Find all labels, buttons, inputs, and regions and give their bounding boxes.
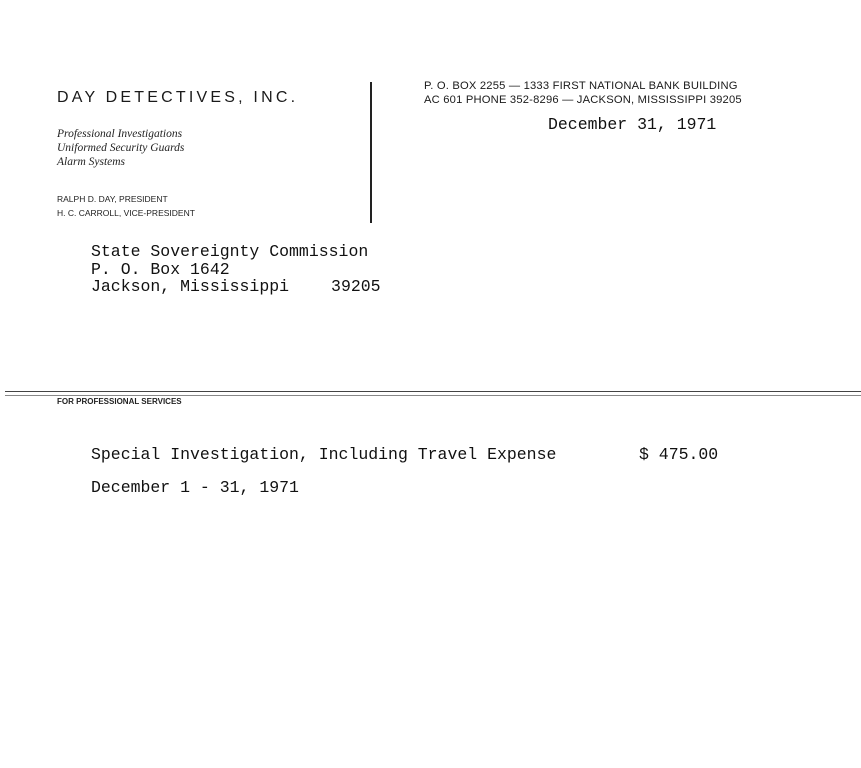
line-item-period: December 1 - 31, 1971 (91, 478, 299, 497)
services-list (57, 127, 184, 169)
recipient-city-line (91, 278, 381, 296)
recipient-zip: 39205 (331, 277, 381, 296)
section-rule-bottom (5, 395, 861, 396)
line-item-amount: $ 475.00 (639, 445, 719, 464)
invoice-date: December 31, 1971 (548, 115, 717, 134)
recipient-city-state: Jackson, Mississippi (91, 277, 290, 296)
line-item-description: Special Investigation, Including Travel Expense (91, 445, 557, 464)
recipient-address: P. O. Box 1642 (91, 259, 230, 279)
header-divider (370, 82, 372, 223)
company-name: DAY DETECTIVES, INC. (57, 89, 299, 106)
service-line: Uniformed Security Guards (57, 142, 185, 154)
section-label: FOR PROFESSIONAL SERVICES (57, 397, 182, 406)
officer-president: RALPH D. DAY, PRESIDENT (57, 194, 168, 204)
address-line: AC 601 PHONE 352-8296 — JACKSON, MISSISSIPPI 39205 (424, 94, 742, 106)
company-address (424, 79, 742, 107)
section-rule-top (5, 391, 861, 392)
service-line: Professional Investigations (57, 128, 183, 140)
service-line: Alarm Systems (57, 156, 126, 168)
officer-vice-president: H. C. CARROLL, VICE-PRESIDENT (57, 208, 195, 218)
recipient-block (91, 243, 381, 296)
recipient-name: State Sovereignty Commission (91, 242, 369, 261)
officers-list (57, 192, 195, 220)
address-line: P. O. BOX 2255 — 1333 FIRST NATIONAL BANK BUILDING (424, 80, 738, 92)
